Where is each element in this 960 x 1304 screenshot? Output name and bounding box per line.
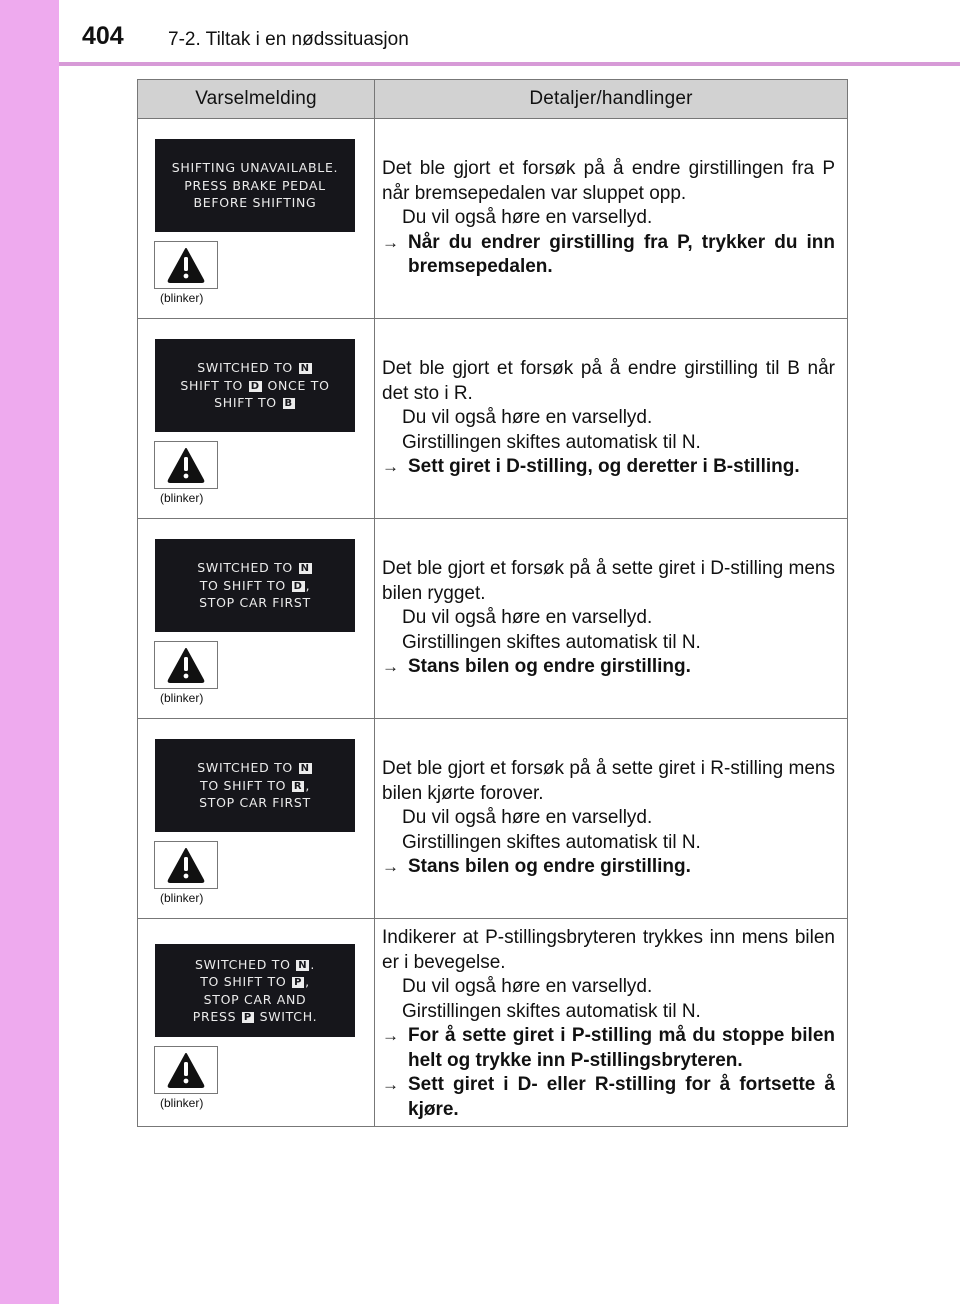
details-cell — [375, 719, 848, 919]
message-cell — [138, 919, 375, 1127]
display-text: TO SHIFT TO — [200, 777, 291, 793]
gear-indicator-box: D — [250, 380, 260, 392]
display-text: PRESS BRAKE PEDAL — [184, 177, 326, 193]
multi-info-display — [155, 139, 355, 232]
side-band — [0, 0, 59, 1304]
display-text: . — [310, 956, 316, 972]
display-text: SHIFTING UNAVAILABLE. — [171, 160, 339, 176]
note-text: Du vil også høre en varsellyd. — [402, 207, 653, 228]
gear-indicator-box: N — [300, 763, 310, 775]
blinker-label: (blinker) — [160, 691, 204, 705]
details-cell — [375, 119, 848, 319]
multi-info-display — [155, 539, 355, 632]
display-line — [155, 973, 355, 991]
message-cell — [138, 719, 375, 919]
details-cell — [375, 519, 848, 719]
action-text: For å sette giret i P-stilling må du stoppe bilen helt og trykke inn P-stillingsbryteren. — [408, 1025, 835, 1071]
gear-indicator-box: N — [298, 959, 308, 971]
description-text: Det ble gjort et forsøk på å endre girstillingen fra P når bremsepedalen var sluppet opp. — [382, 158, 835, 204]
display-line — [155, 559, 355, 577]
gear-indicator-box: B — [284, 398, 293, 410]
note-text: Girstillingen skiftes automatisk til N. — [402, 631, 701, 653]
multi-info-display — [155, 739, 355, 832]
warning-triangle-icon — [154, 641, 218, 689]
description-text: Det ble gjort et forsøk på å sette giret i D-stilling mens bilen rygget. — [382, 558, 835, 604]
display-line — [155, 177, 355, 195]
display-text: SWITCHED TO — [197, 560, 298, 576]
warning-triangle-icon — [154, 841, 218, 889]
gear-indicator-box: D — [293, 580, 303, 592]
section-title: 7-2. Tiltak i en nødssituasjon — [168, 29, 409, 50]
display-line — [155, 377, 355, 395]
display-text: , — [305, 777, 310, 793]
display-text: SWITCHED TO — [197, 760, 298, 776]
display-line — [155, 394, 355, 412]
display-text: SHIFT TO — [214, 395, 282, 411]
display-text: ONCE TO — [262, 377, 330, 393]
multi-info-display — [155, 944, 355, 1037]
gear-indicator-box: P — [243, 1012, 252, 1023]
action-text: Sett giret i D- eller R-stilling for å fortsette å kjøre. — [408, 1074, 835, 1120]
display-line — [155, 194, 355, 212]
display-line — [155, 991, 355, 1009]
action-item — [382, 231, 835, 280]
arrow-icon: → — [382, 232, 399, 252]
note-text: Girstillingen skiftes automatisk til N. — [402, 431, 701, 453]
message-cell — [138, 319, 375, 519]
blinker-label: (blinker) — [160, 891, 204, 905]
display-line — [155, 777, 355, 795]
details-cell — [375, 319, 848, 519]
table-row — [138, 719, 848, 919]
display-line — [155, 956, 355, 974]
display-line — [155, 1008, 355, 1026]
display-text: SWITCH. — [254, 1009, 318, 1024]
action-item — [382, 455, 835, 480]
gear-indicator-box: N — [300, 363, 310, 375]
display-text: TO SHIFT TO — [199, 577, 291, 593]
blinker-label: (blinker) — [160, 491, 204, 505]
arrow-icon: → — [382, 457, 399, 476]
warning-triangle-icon — [154, 1046, 218, 1094]
description-text: Det ble gjort et forsøk på å endre girstilling til B når det sto i R. — [382, 358, 835, 404]
display-text: SWITCHED TO — [197, 360, 298, 376]
warning-message-table — [137, 79, 848, 1127]
action-item — [382, 1024, 835, 1073]
display-line — [155, 759, 355, 777]
display-line — [155, 359, 355, 377]
display-text: TO SHIFT TO — [200, 974, 292, 989]
display-text: STOP CAR FIRST — [199, 595, 311, 611]
header-rule — [59, 62, 960, 66]
display-text: STOP CAR FIRST — [199, 795, 311, 811]
blinker-label: (blinker) — [160, 291, 204, 305]
multi-info-display — [155, 339, 355, 432]
note-text: Du vil også høre en varsellyd. — [402, 807, 653, 828]
table-row — [138, 119, 848, 319]
display-text: BEFORE SHIFTING — [193, 195, 317, 211]
display-text: PRESS — [192, 1009, 241, 1024]
table-row — [138, 519, 848, 719]
message-cell — [138, 519, 375, 719]
gear-indicator-box: R — [293, 780, 303, 792]
display-text: SWITCHED TO — [194, 956, 296, 972]
warning-triangle-icon — [154, 441, 218, 489]
gear-indicator-box: P — [294, 977, 303, 988]
description-text: Det ble gjort et forsøk på å sette giret i R-stilling mens bilen kjørte forover. — [382, 758, 835, 804]
note-text: Du vil også høre en varsellyd. — [402, 976, 653, 997]
action-item — [382, 655, 835, 680]
note-text: Du vil også høre en varsellyd. — [402, 407, 653, 428]
arrow-icon: → — [382, 1075, 399, 1094]
display-text: SHIFT TO — [180, 377, 248, 393]
action-text: Stans bilen og endre girstilling. — [408, 656, 691, 677]
page-number: 404 — [82, 22, 124, 50]
arrow-icon: → — [382, 657, 399, 676]
column-header-message: Varselmelding — [138, 80, 375, 119]
arrow-icon: → — [382, 857, 399, 876]
note-text: Girstillingen skiftes automatisk til N. — [402, 1000, 701, 1022]
arrow-icon: → — [382, 1026, 399, 1045]
display-text: , — [305, 577, 311, 593]
details-cell — [375, 919, 848, 1127]
description-text: Indikerer at P-stillingsbryteren trykkes inn mens bilen er i bevegelse. — [382, 927, 835, 973]
action-item — [382, 855, 835, 880]
note-text: Girstillingen skiftes automatisk til N. — [402, 831, 701, 853]
column-header-details: Detaljer/handlinger — [375, 80, 848, 119]
display-text: , — [305, 974, 310, 989]
warning-triangle-icon — [154, 241, 218, 289]
display-text: STOP CAR AND — [203, 991, 307, 1007]
display-line — [155, 159, 355, 177]
display-line — [155, 794, 355, 812]
message-cell — [138, 119, 375, 319]
gear-indicator-box: N — [300, 563, 310, 575]
blinker-label: (blinker) — [160, 1096, 204, 1110]
display-line — [155, 577, 355, 595]
action-text: Når du endrer girstilling fra P, trykker du inn bremsepedalen. — [408, 231, 835, 277]
note-text: Du vil også høre en varsellyd. — [402, 607, 653, 628]
action-text: Stans bilen og endre girstilling. — [408, 856, 691, 877]
table-row — [138, 319, 848, 519]
action-text: Sett giret i D-stilling, og deretter i B-stilling. — [408, 456, 800, 477]
table-row — [138, 919, 848, 1127]
display-line — [155, 594, 355, 612]
action-item — [382, 1073, 835, 1122]
